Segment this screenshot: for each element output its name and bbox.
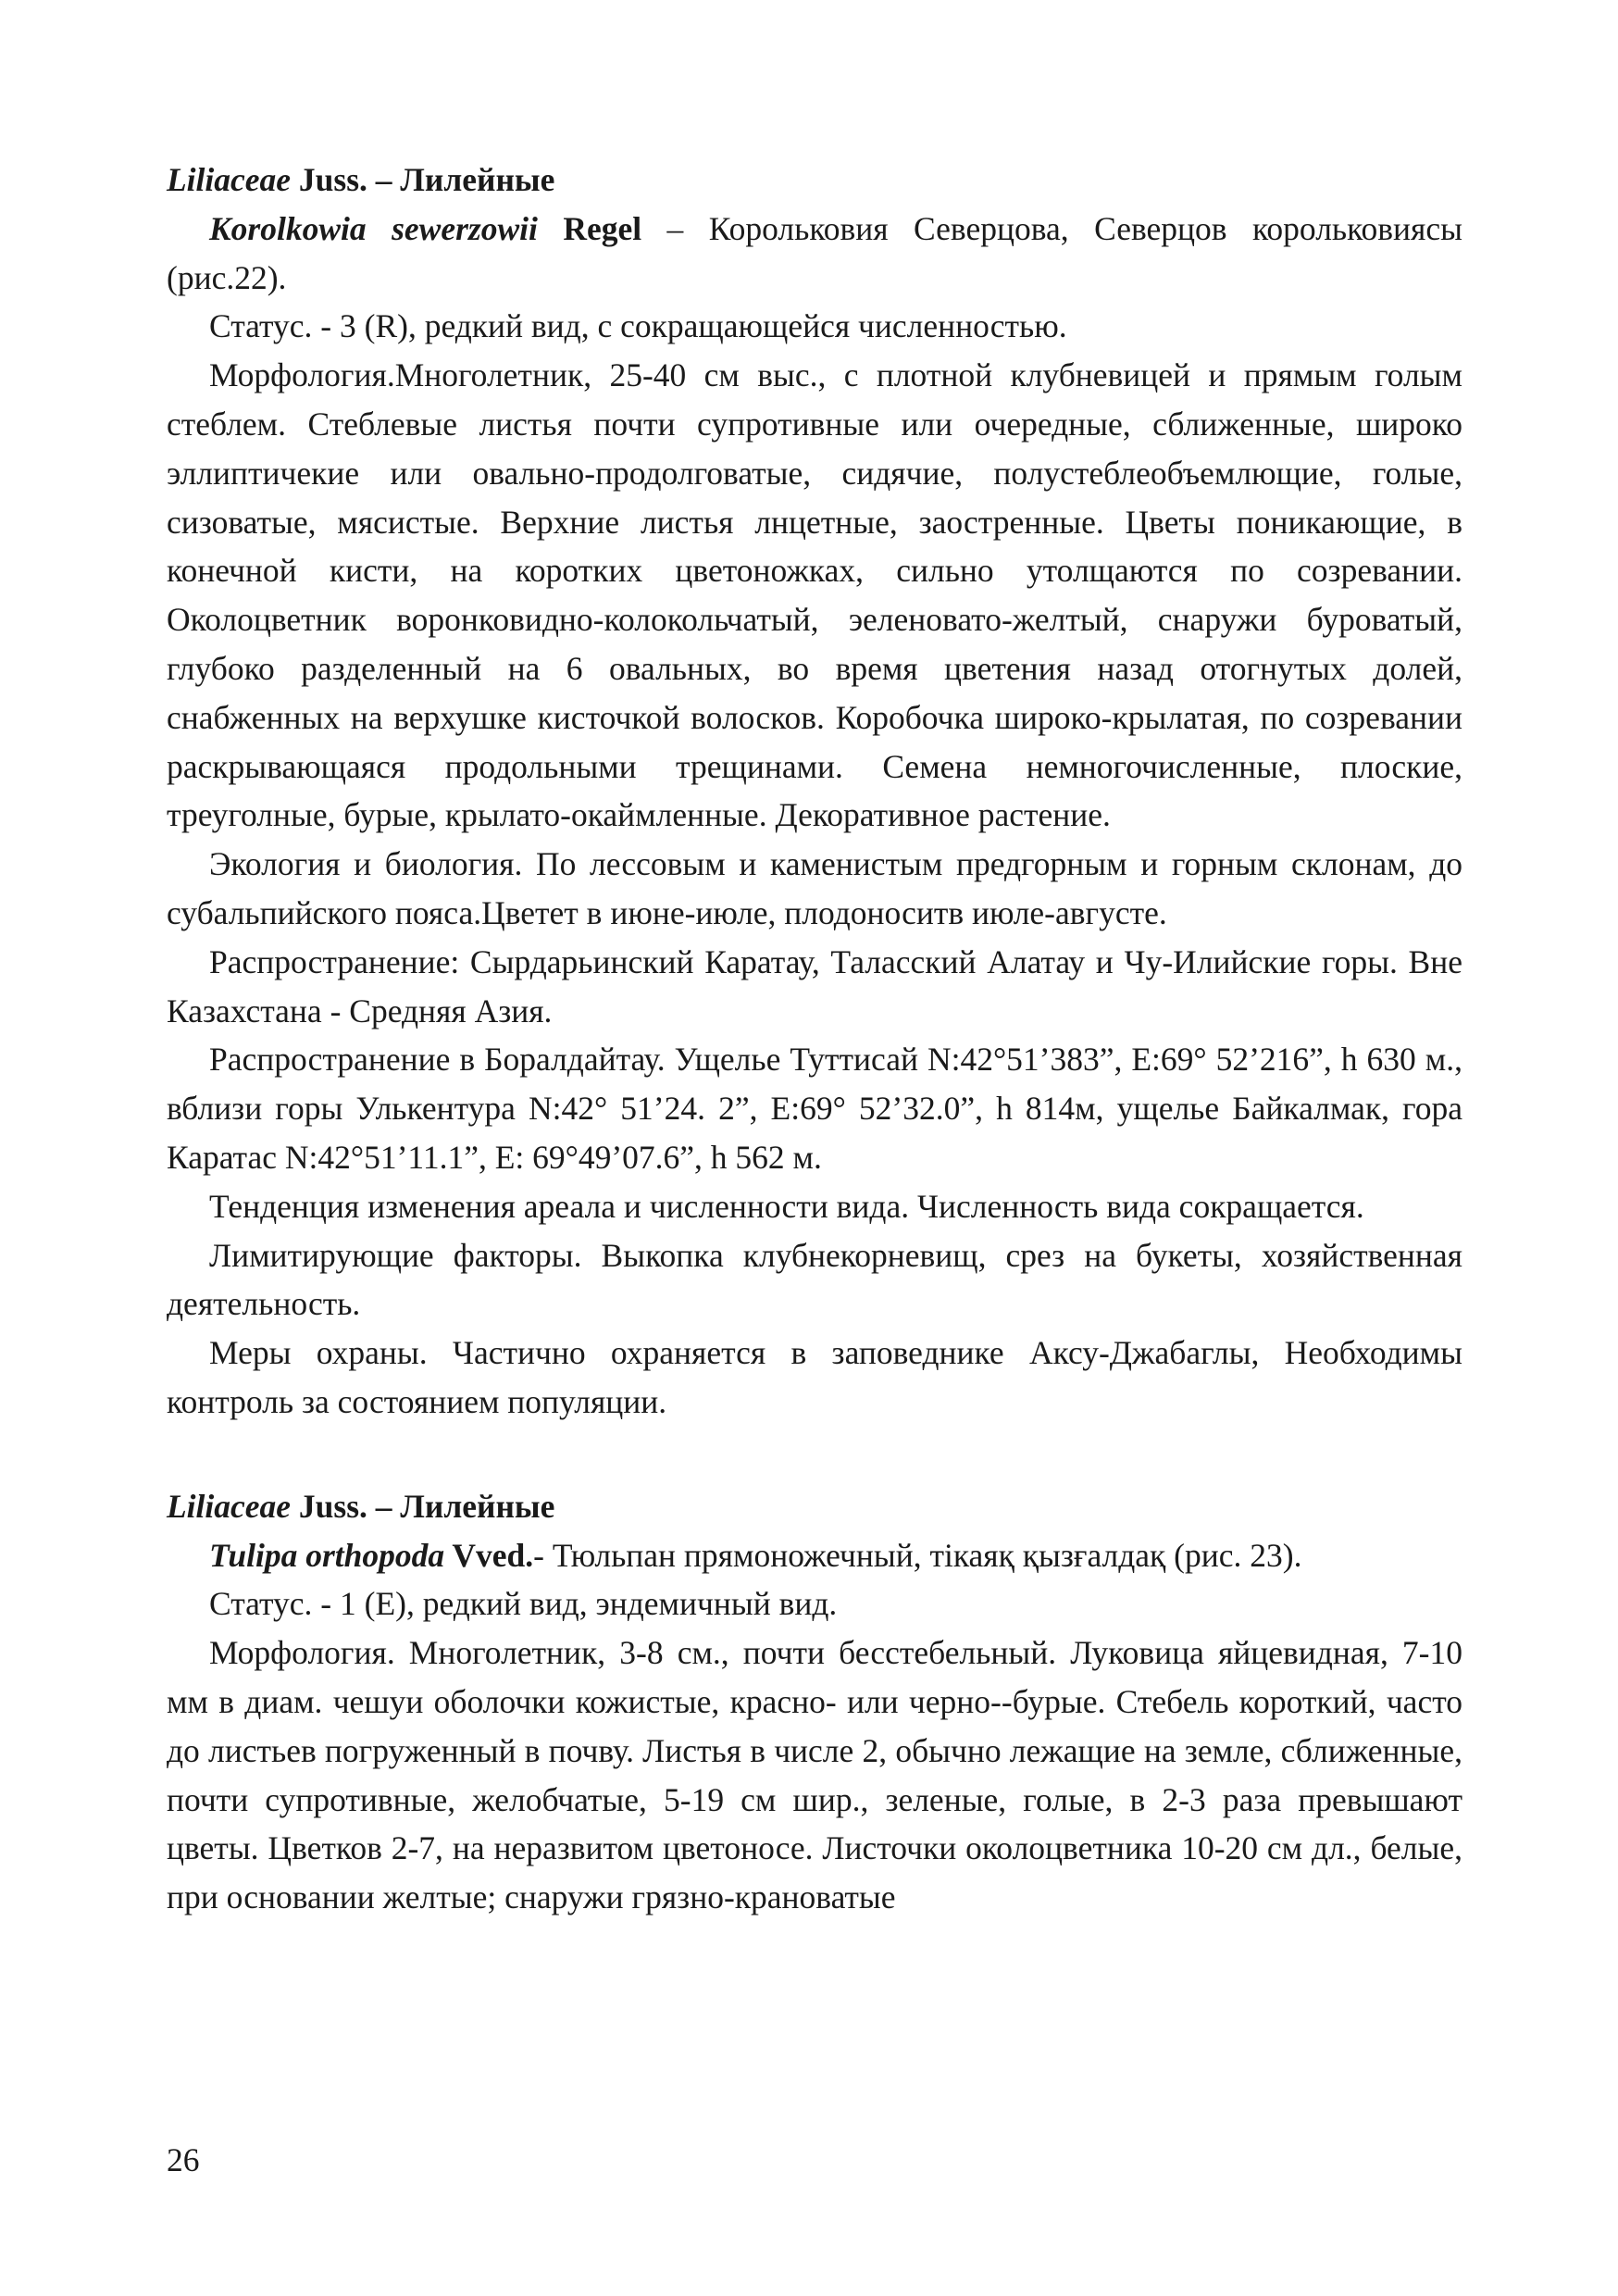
species-author: Regel: [537, 209, 642, 247]
page-number: 26: [167, 2141, 200, 2178]
species-latin: Tulipa orthopoda: [209, 1536, 445, 1574]
family-author: Juss. – Лилейные: [291, 1487, 555, 1525]
paragraph-limiting-factors: Лимитирующие факторы. Выкопка клубнекорневищ, срез на букеты, хозяйственная деятельность.: [167, 1236, 1462, 1323]
species-common-names: – Корольковия Северцова, Северцов корольковиясы (рис.22).: [167, 209, 1462, 296]
paragraph-distribution: Распространение: Сырдарьинский Каратау, Таласский Алатау и Чу-Илийские горы. Вне Казахстана - Средняя Азия.: [167, 942, 1462, 1029]
species-title: [167, 1531, 1462, 1580]
family-heading: [167, 156, 1462, 205]
paragraph-morphology: Морфология.Многолетник, 25-40 см выс., с плотной клубневицей и прямым голым стеблем. Стеблевые листья почти супротивные или очередные, сближенные, широко эллиптичекие или овально-продолговатые, сидячие, полустеблеобъемлющие, голые, сизоватые, мясистые. Верхние листья лнцетные, заостренные. Цветы поникающие, в конечной кисти, на коротких цветоножках, сильно утолщаются по созревании. Околоцветник воронковидно-колокольчатый, эеленовато-желтый, снаружи буроватый, глубоко разделенный на 6 овальных, во время цветения назад отогнутых долей, снабженных на верхушке кисточкой волосков. Коробочка широко-крылатая, по созревании раскрывающаяся продольными трещинами. Семена немногочисленные, плоские, треуголные, бурые, крылато-окаймленные. Декоративное растение.: [167, 356, 1462, 834]
species-title: [167, 205, 1462, 303]
paragraph-distribution-local: Распространение в Боралдайтау. Ущелье Туттисай N:42°51’383”, E:69° 52’216”, h 630 м., вблизи горы Улькентура N:42° 51’24. 2”, E:69° 52’32.0”, h 814м, ущелье Байкалмак, гора Каратас N:42°51’11.1”, E: 69°49’07.6”, h 562 м.: [167, 1041, 1462, 1176]
species-author: Vved.: [444, 1536, 534, 1574]
paragraph-trend: Тенденция изменения ареала и численности вида. Численность вида сокращается.: [209, 1187, 1364, 1225]
paragraph-morphology: Морфология. Многолетник, 3-8 см., почти бесстебельный. Луковица яйцевидная, 7-10 мм в диам. чешуи оболочки кожистые, красно- или черно--бурые. Стебель короткий, часто до листьев погруженный в почву. Листья в числе 2, обычно лежащие на земле, сближенные, почти супротивные, желобчатые, 5-19 см шир., зеленые, голые, в 2-3 раза превышают цветы. Цветков 2-7, на неразвитом цветоносе. Листочки околоцветника 10-20 см дл., белые, при основании желтые; снаружи грязно-крановатые: [167, 1634, 1462, 1916]
family-latin: Liliaceae: [167, 161, 292, 198]
section-gap: [167, 1427, 1462, 1482]
species-latin: Korolkowia sewerzowii: [209, 209, 538, 247]
species-common-names: - Тюльпан прямоножечный, тікаяқ қызғалдақ (рис. 23).: [533, 1536, 1302, 1574]
paragraph-protection: Меры охраны. Частично охраняется в заповеднике Аксу-Джабаглы, Необходимы контроль за состоянием популяции.: [167, 1334, 1462, 1420]
family-latin: Liliaceae: [167, 1487, 292, 1525]
page-body: [167, 156, 1462, 1922]
paragraph-ecology: Экология и биология. По лессовым и каменистым предгорным и горным склонам, до субальпийского пояса.Цветет в июне-июле, плодоноситв июле-августе.: [167, 845, 1462, 931]
paragraph-status: Статус. - 3 (R), редкий вид, с сокращающейся численностью.: [209, 307, 1067, 345]
family-heading: [167, 1482, 1462, 1531]
paragraph-status: Статус. - 1 (E), редкий вид, эндемичный вид.: [209, 1585, 838, 1623]
family-author: Juss. – Лилейные: [291, 161, 555, 198]
